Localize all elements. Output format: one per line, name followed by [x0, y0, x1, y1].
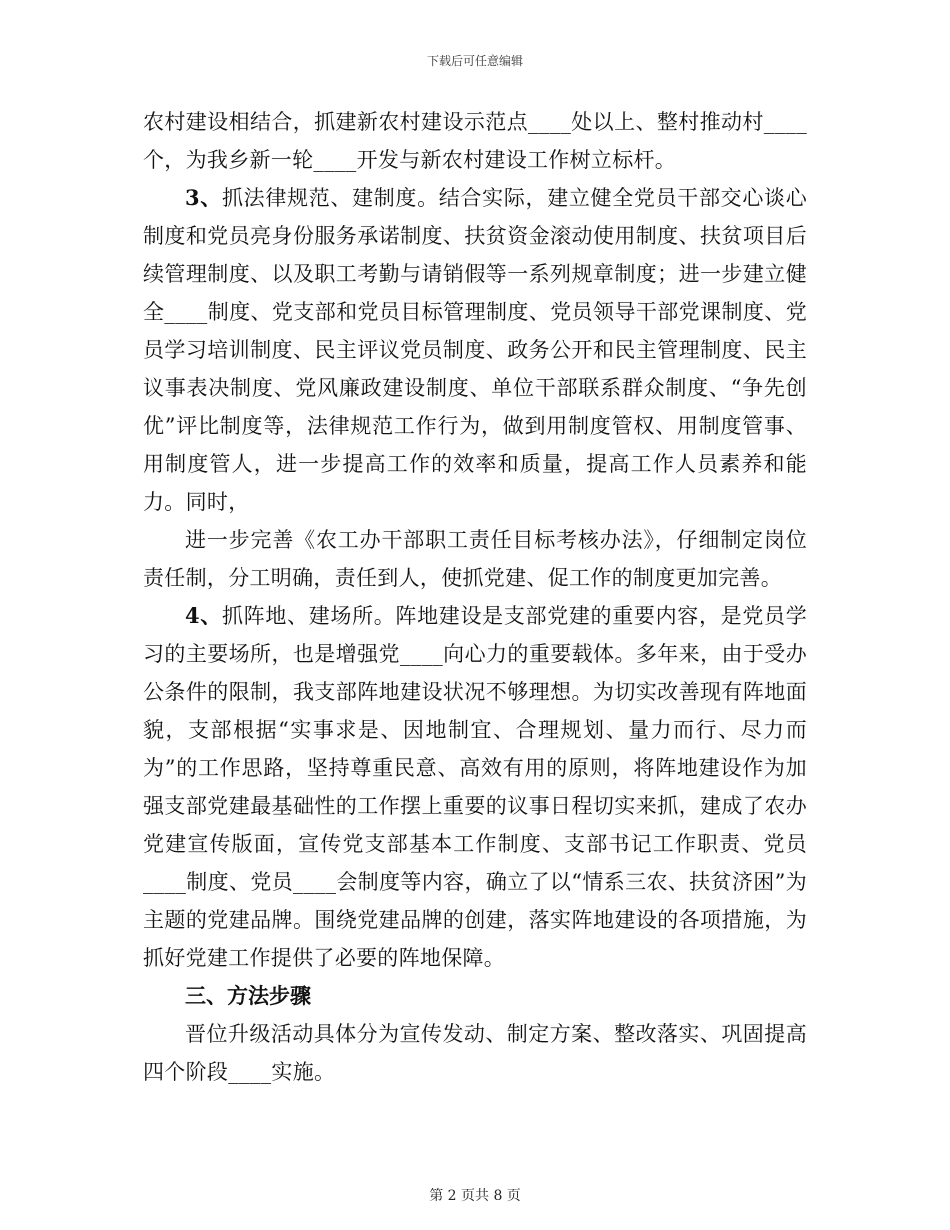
- paragraph-methods: 晋位升级活动具体分为宣传发动、制定方案、整改落实、巩固提高四个阶段____实施。: [143, 1022, 807, 1084]
- paragraph-item-4: [143, 597, 807, 977]
- page-footer: 第 2 页共 8 页: [429, 1188, 521, 1204]
- paragraph-item-3: [143, 179, 807, 521]
- item-3-text: 抓法律规范、建制度。结合实际，建立健全党员干部交心谈心制度和党员亮身份服务承诺制度、扶贫资金滚动使用制度、扶贫项目后续管理制度、以及职工考勤与请销假等一系列规章制度；进一步建立健全____制度、党支部和党员目标管理制度、党员领导干部党课制度、党员学习培训制度、民主评议党员制度、政务公开和民主管理制度、民主议事表决制度、党风廉政建设制度、单位干部联系群众制度、“争先创优”评比制度等，法律规范工作行为，做到用制度管权、用制度管事、用制度管人，进一步提高工作的效率和质量，提高工作人员素养和能力。同时，: [143, 186, 807, 514]
- paragraph-continuation: 农村建设相结合，抓建新农村建设示范点____处以上、整村推动村____个，为我乡新一轮____开发与新农村建设工作树立标杆。: [143, 110, 807, 172]
- paragraph-assessment: 进一步完善《农工办干部职工责任目标考核办法》，仔细制定岗位责任制，分工明确，责任到人，使抓党建、促工作的制度更加完善。: [143, 528, 807, 590]
- document-body: [143, 103, 807, 1091]
- section-heading-methods: 三、方法步骤: [185, 983, 311, 1008]
- page-header: 下载后可任意编辑: [426, 54, 523, 68]
- item-number-3: 3、: [185, 185, 222, 210]
- item-4-text: 抓阵地、建场所。阵地建设是支部党建的重要内容，是党员学习的主要场所，也是增强党____向心力的重要载体。多年来，由于受办公条件的限制，我支部阵地建设状况不够理想。为切实改善现有阵地面貌，支部根据“实事求是、因地制宜、合理规划、量力而行、尽力而为”的工作思路，坚持尊重民意、高效有用的原则，将阵地建设作为加强支部党建最基础性的工作摆上重要的议事日程切实来抓，建成了农办党建宣传版面，宣传党支部基本工作制度、支部书记工作职责、党员____制度、党员____会制度等内容，确立了以“情系三农、扶贫济困”为主题的党建品牌。围绕党建品牌的创建，落实阵地建设的各项措施，为抓好党建工作提供了必要的阵地保障。: [143, 604, 807, 970]
- item-number-4: 4、: [185, 603, 222, 628]
